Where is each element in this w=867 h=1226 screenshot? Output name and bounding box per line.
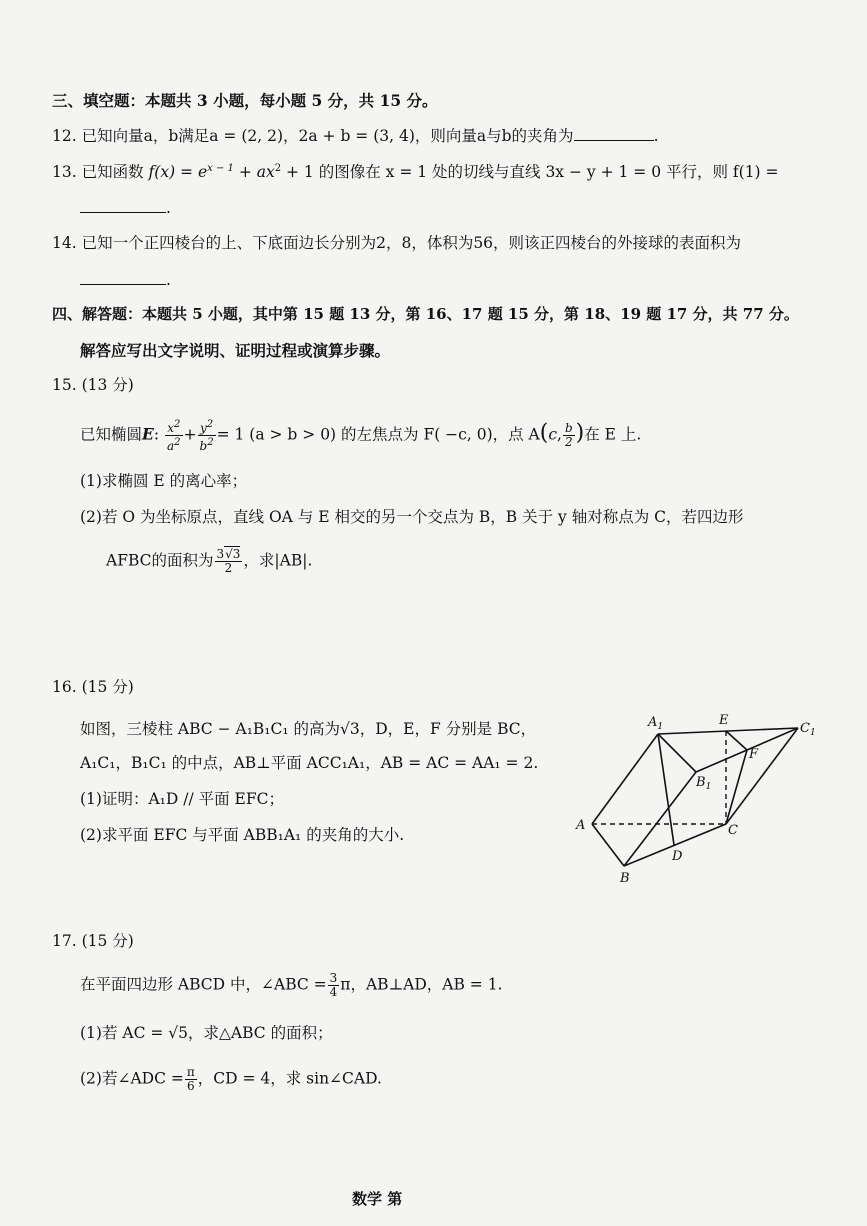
- label-a: A: [576, 818, 586, 833]
- label-c1: $C_1$: [800, 721, 816, 738]
- edge-a-a1: [592, 734, 658, 824]
- q15-part2-b-text: AFBC的面积为: [106, 551, 214, 570]
- q12-text: 已知向量a，b满足a = (2, 2)，2a + b = (3, 4)，则向量a与b的夹角为: [81, 127, 574, 145]
- q14-answer-row: [80, 268, 171, 291]
- q17-part2-a: (2)若∠ADC =: [80, 1069, 184, 1088]
- q15-intro: 已知椭圆E: $\frac{x^2}{a^2}$ + $\frac{y^2}{b^2}$ = 1 (a > b > 0) 的左焦点为 F( −c, 0)，点 A(c, $\frac{b}{2}$ )在 E 上.: [80, 419, 642, 453]
- segment-a1-d: [658, 734, 674, 845]
- q13-end: .: [166, 199, 171, 217]
- q16-line2: A₁C₁，B₁C₁ 的中点，AB⊥平面 ACC₁A₁，AB = AC = AA₁ = 2.: [80, 754, 539, 772]
- edge-a-b: [592, 824, 624, 866]
- label-a1: $A_1$: [648, 715, 664, 732]
- label-f: F: [749, 747, 759, 762]
- section-4-note: 解答应写出文字说明、证明过程或演算步骤。: [80, 341, 391, 360]
- q14-text: 已知一个正四棱台的上、下底面边长分别为2，8，体积为56，则该正四棱台的外接球的表面积为: [81, 234, 742, 252]
- q17-header: 17. (15 分): [52, 932, 134, 950]
- segment-e-f: [726, 731, 747, 750]
- q15-frac-b2: $\frac{b}{2}$: [564, 421, 573, 449]
- q17-part2-b: ，CD = 4，求 sin∠CAD.: [197, 1069, 382, 1088]
- section-4-title: 四、解答题：本题共 5 小题，其中第 15 题 13 分，第 16、17 题 15 分，第 18、19 题 17 分，共 77 分。: [52, 305, 799, 323]
- q15-intro-c: 在 E 上.: [584, 425, 642, 444]
- q15-frac-x: $\frac{x^2}{a^2}$: [167, 419, 181, 453]
- q17-frac-pi-6: $\frac{\pi}{6}$: [186, 1065, 195, 1093]
- label-c: C: [728, 823, 738, 838]
- segment-c-f: [726, 750, 747, 824]
- q15-header: 15. (13 分): [52, 376, 134, 394]
- q14-answer-blank[interactable]: [80, 268, 166, 285]
- q12-end: .: [653, 127, 659, 145]
- question-14: [52, 232, 741, 254]
- question-12: [52, 124, 659, 147]
- q12-answer-blank[interactable]: [574, 124, 654, 141]
- q17-frac-3-4: $\frac{3}{4}$: [329, 971, 338, 999]
- q15-intro-b: = 1 (a > b > 0) 的左焦点为 F( −c, 0)，点 A: [216, 425, 540, 444]
- q14-end: .: [166, 271, 171, 289]
- q15-part2-a: (2)若 O 为坐标原点，直线 OA 与 E 相交的另一个交点为 B，B 关于 y 轴对称点为 C，若四边形: [80, 508, 744, 526]
- label-d: D: [672, 849, 683, 864]
- q15-frac-y: $\frac{y^2}{b^2}$: [199, 419, 214, 453]
- q15-intro-a: 已知椭圆: [80, 425, 143, 444]
- q15-part2-c-text: ，求|AB|.: [243, 551, 313, 570]
- edge-c-c1: [726, 728, 798, 824]
- label-b1: $B_1$: [696, 775, 712, 792]
- q17-intro: [80, 972, 502, 999]
- q17-intro-b: π，AB⊥AD，AB = 1.: [340, 975, 503, 994]
- q13-answer-blank[interactable]: [80, 196, 166, 213]
- q16-header: 16. (15 分): [52, 678, 134, 696]
- q16-part1: (1)证明：A₁D // 平面 EFC；: [80, 790, 284, 808]
- q14-number: 14.: [52, 234, 77, 252]
- q13-text-d: + 1 的图像在 x = 1 处的切线与直线 3x − y + 1 = 0 平行，则 f(1) =: [281, 163, 779, 182]
- q13-answer-row: [80, 196, 171, 219]
- q15-part2-b: [106, 548, 312, 575]
- q16-line1: 如图，三棱柱 ABC − A₁B₁C₁ 的高为√3，D，E，F 分别是 BC，: [80, 720, 537, 738]
- q15-ellipse-name: E: [142, 424, 154, 444]
- section-3-title: 三、填空题：本题共 3 小题，每小题 5 分，共 15 分。: [52, 91, 438, 110]
- q13-text-a: 已知函数: [81, 163, 144, 182]
- question-13: 13. 已知函数 $f(x) = e^{x - 1} + ax^2 + 1$ 的图像在 x = 1 处的切线与直线 3x − y + 1 = 0 平行，则 f(1) =: [52, 163, 779, 182]
- label-b: B: [620, 871, 630, 886]
- label-e: E: [719, 713, 729, 728]
- page-footer: 数学 第: [352, 1190, 403, 1208]
- q13-number: 13.: [52, 163, 77, 182]
- q15-area-frac: $\frac{3√3}{2}$: [216, 547, 241, 575]
- q17-part1: (1)若 AC = √5，求△ABC 的面积；: [80, 1024, 333, 1042]
- q17-part2: [80, 1066, 382, 1093]
- q13-text-b: f(x) = e: [148, 163, 208, 182]
- q16-part2: (2)求平面 EFC 与平面 ABB₁A₁ 的夹角的大小.: [80, 826, 405, 844]
- q13-text-c: + ax: [233, 163, 275, 182]
- q15-part1: (1)求椭圆 E 的离心率；: [80, 472, 248, 490]
- q13-exponent: x − 1: [207, 163, 234, 174]
- q12-number: 12.: [52, 127, 77, 145]
- q17-intro-a: 在平面四边形 ABCD 中，∠ABC =: [80, 975, 327, 994]
- prism-figure: [570, 706, 830, 892]
- edge-a1-b1: [658, 734, 696, 772]
